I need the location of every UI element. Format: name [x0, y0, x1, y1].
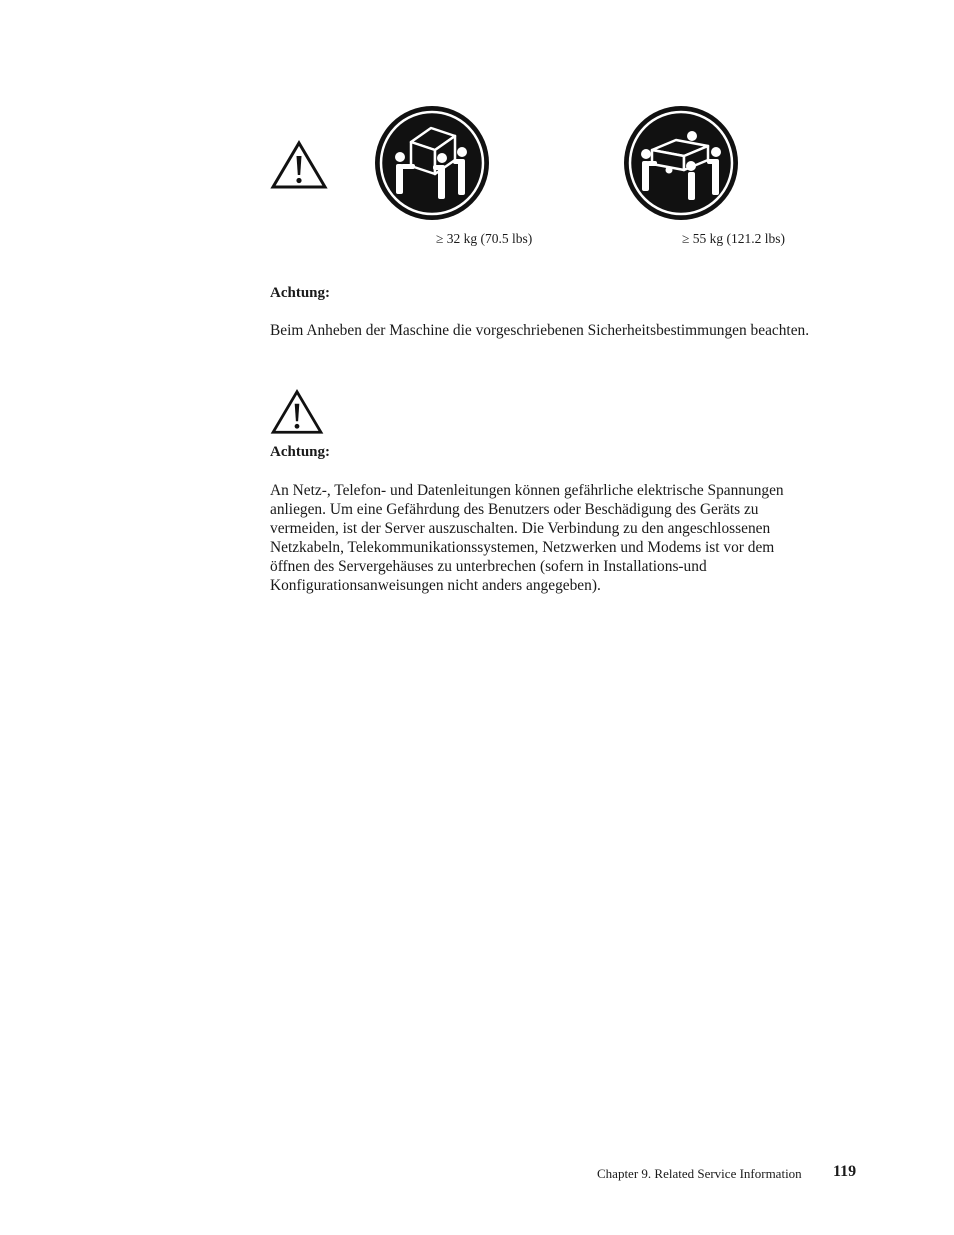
notice-2-heading: Achtung: [270, 444, 331, 460]
notice-2-line: öffnen des Servergehäuses zu unterbrechen (sofern in Installations-und [270, 558, 707, 575]
notice-2-line: vermeiden, ist der Server auszuschalten. Die Verbindung zu den angeschlossenen [270, 520, 771, 537]
notice-1-body: Beim Anheben der Maschine die vorgeschriebenen Sicherheitsbestimmungen beachten. [270, 322, 810, 339]
notice-2-line: Netzkabeln, Telekommunikationssystemen, Netzwerken und Modems ist vor dem [270, 539, 775, 556]
notice-2-line: anliegen. Um eine Gefährdung des Benutzers oder Beschädigung des Geräts zu [270, 501, 759, 518]
warning-triangle-icon [270, 389, 324, 435]
notice-1-heading: Achtung: [270, 285, 331, 301]
warning-triangle-icon [270, 140, 328, 190]
notice-2-body [270, 481, 890, 595]
page-number: 119 [833, 1163, 857, 1180]
notice-2-line: Konfigurationsanweisungen nicht anders angegeben). [270, 577, 601, 594]
footer-chapter-title: Chapter 9. Related Service Information [597, 1166, 802, 1181]
two-person-lift-icon [373, 104, 491, 222]
notice-2-line: An Netz-, Telefon- und Datenleitungen können gefährliche elektrische Spannungen [270, 482, 784, 499]
two-person-weight-caption: ≥ 32 kg (70.5 lbs) [436, 231, 533, 246]
three-person-weight-caption: ≥ 55 kg (121.2 lbs) [682, 231, 786, 246]
three-person-lift-icon [622, 104, 740, 222]
